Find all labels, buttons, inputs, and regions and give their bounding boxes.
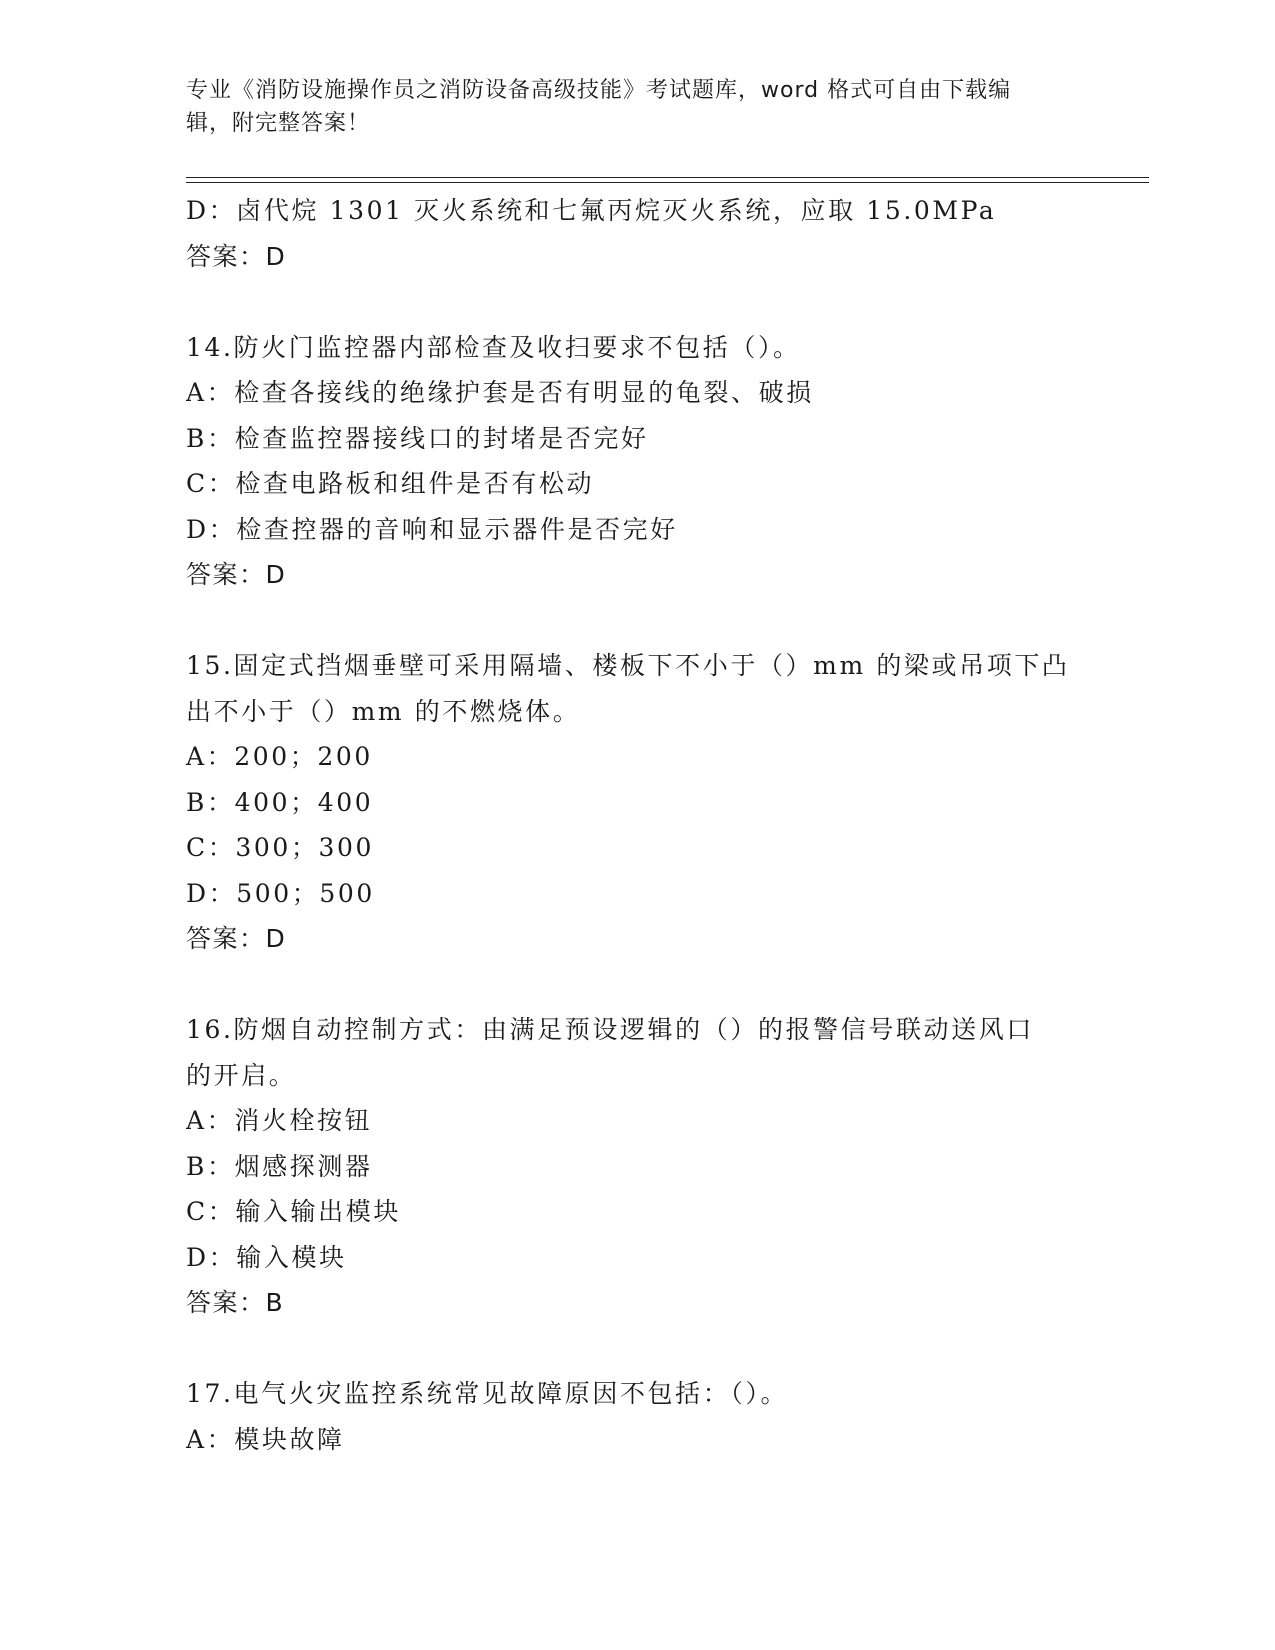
question-15-option-c: C：300；300 — [186, 833, 374, 862]
prev-question-option-d: D：卤代烷 1301 灭火系统和七氟丙烷灭火系统，应取 15.0MPa — [186, 196, 997, 225]
question-15-option-b: B：400；400 — [186, 787, 374, 817]
header-line-1: 专业《消防设施操作员之消防设备高级技能》考试题库，word 格式可自由下载编 — [186, 78, 1012, 103]
question-14-option-d: D：检查控器的音响和显示器件是否完好 — [186, 514, 678, 544]
header-divider-bottom — [186, 182, 1149, 183]
question-16-option-c: C：输入输出模块 — [186, 1197, 401, 1226]
question-15-option-d: D：500；500 — [186, 878, 375, 908]
spacer — [186, 1326, 1086, 1372]
question-15-answer: 答案：D — [186, 924, 287, 953]
question-16-option-d: D：输入模块 — [186, 1242, 347, 1272]
question-14-answer: 答案：D — [186, 560, 287, 589]
question-16-stem-line-2: 的开启。 — [186, 1060, 297, 1090]
question-16-option-a: A：消火栓按钮 — [186, 1106, 373, 1135]
question-17-option-a: A：模块故障 — [186, 1424, 345, 1454]
header-divider-top — [186, 177, 1149, 178]
question-14-option-b: B：检查监控器接线口的封堵是否完好 — [186, 423, 649, 453]
question-17-stem: 17.电气火灾监控系统常见故障原因不包括：（）。 — [186, 1379, 789, 1408]
spacer — [186, 962, 1086, 1008]
header-line-2: 辑，附完整答案！ — [186, 111, 371, 136]
question-14 — [186, 325, 1086, 598]
question-14-option-a: A：检查各接线的绝缘护套是否有明显的龟裂、破损 — [186, 378, 814, 407]
question-16-stem-line-1: 16.防烟自动控制方式：由满足预设逻辑的（）的报警信号联动送风口 — [186, 1015, 1034, 1044]
question-list — [186, 188, 1086, 1462]
question-17 — [186, 1371, 1086, 1462]
document-header — [186, 74, 1066, 140]
question-15-stem-line-1: 15.固定式挡烟垂壁可采用隔墙、楼板下不小于（）mm 的梁或吊项下凸 — [186, 651, 1070, 680]
question-16-option-b: B：烟感探测器 — [186, 1151, 373, 1181]
question-14-option-c: C：检查电路板和组件是否有松动 — [186, 469, 595, 498]
prev-question-answer: 答案：D — [186, 241, 287, 271]
spacer — [186, 279, 1086, 325]
question-15 — [186, 643, 1086, 962]
spacer — [186, 598, 1086, 644]
question-16 — [186, 1007, 1086, 1326]
question-16-answer: 答案：B — [186, 1288, 285, 1317]
question-15-stem-line-2: 出不小于（）mm 的不燃烧体。 — [186, 696, 581, 726]
question-15-option-a: A：200；200 — [186, 742, 373, 771]
question-14-stem: 14.防火门监控器内部检查及收扫要求不包括（）。 — [186, 332, 801, 362]
